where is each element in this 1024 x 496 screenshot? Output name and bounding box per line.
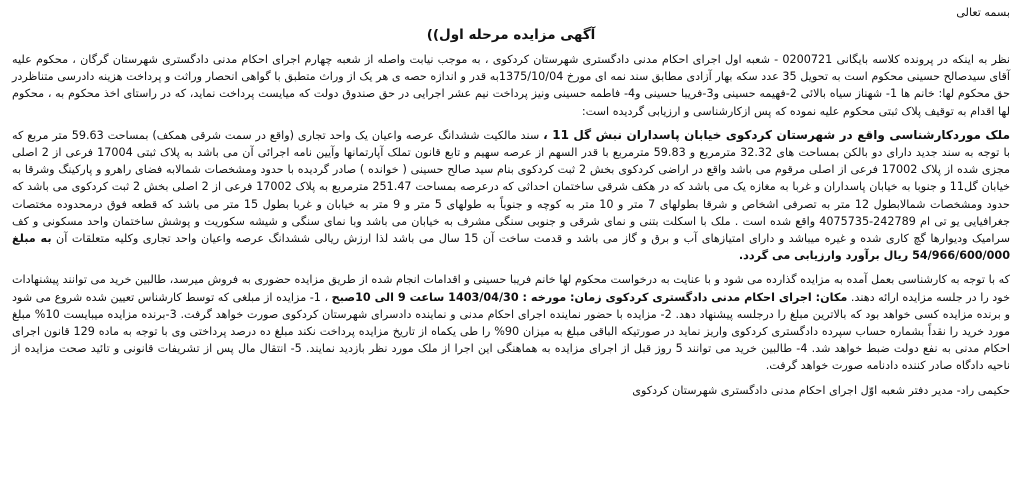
appraised-price: به مبلغ 54/966/600/000 ریال برآورد وارزیابی می گردد. <box>12 232 1010 263</box>
property-description: سند مالکیت ششدانگ عرصه واعیان یک واحد تجاری (واقع در سمت شرقی همکف) بمساحت 59.63 متر مربع که با توجه به سند جدید دارای دو بالکن بمساحت های 32.32 مترمربع و 59.83 مترمربع با قدر السهم از عرصه سهیم و تابع قانون تملک آپارتمانها وآیین نامه اجرائی آن می باشد به پلاک ثبتی 17004 فرعی از 2 اصلی مجزی شده از پلاک 17002 فرعی از اصلی مرقوم می باشد واقع در اراضی کردکوی بخش 2 ثبت کردکوی بنام سید صالح حسینی ( خوانده ) صادر گردیده با حدود ومشخصات شمالابه فضای راهرو و پارکینگ وشرقا به خیابان گل11 و جنوبا به خیابان پاسداران و غربا به مغازه یک می باشد که در هکف شرقی ساختمان احداثی که درعرصه بمساحت 251.47 مترمربع به پلاک 17002 فرعی از 2 اصلی بخش 2 ثبت کردکوی می باشد که حدود ومشخصات شمالابطول 12 متر به تصرفی اشخاص و شرقا بطولهای 7 متر و 10 متر به کوچه و جنوباً به طولهای 5 متر و 9 متر به خیابان و غربا بطول 15 متر می باشد که قطعه فوق درمحدوده مختصات جغرافیایی یو تی ام 242789-4075735 واقع شده است . ملک با اسکلت بتنی و نمای شرقی و جنوبی سنگی مشرف به خیابان می باشد وبا نمای سنگی و شیشه سکوریت و پوشش ساختمان واحد مسکونی و کف سرامیک ودیوارها گچ کاری شده و غیره میباشد و دارای امتیازهای آب و برق و گاز می باشد و قدمت ساخت آن 15 سال می باشد لذا ارزش ریالی ششدانگ عرصه واعیان واحد تجاری وکلیه متعلقات آن <box>12 128 1011 246</box>
property-paragraph <box>12 127 1010 265</box>
auction-terms-paragraph <box>12 271 1010 374</box>
property-lead: ملک موردکارشناسی واقع در شهرستان کردکوی خیابان پاسداران نبش گل 11 ، <box>543 127 1010 142</box>
auction-schedule: مکان: اجرای احکام مدنی دادگستری کردکوی زمان: مورخه : 1403/04/30 ساعت 9 الی 10صبح <box>331 290 848 304</box>
auction-intro: که با توجه به کارشناسی بعمل آمده به مزایده گذارده می شود و با عنایت به درخواست محکوم لها خانم فریبا حسینی و اقدامات انجام شده از طریق مزایده حضوری به فروش میرسد، طالبین خرید می توانند پیشنهادات خود را در جلسه مزایده ارائه دهند. <box>12 273 1010 304</box>
signature-line: حکیمی راد- مدیر دفتر شعبه اوّل اجرای احکام مدنی دادگستری شهرستان کردکوی <box>632 383 1010 397</box>
invocation-line: بسمه تعالی <box>956 6 1010 19</box>
auction-conditions: ، 1- مزایده از مبلغی که توسط کارشناس تعیین شده شروع می شود و برنده مزایده کسی خواهد بود که بالاترین مبلغ را درجلسه پیشنهاد دهد. 2- مزایده با حضور نماینده اجرای احکام مدنی و نماینده دادسرای شهرستان کردکوی صورت خواهد گرفت. 3-برنده مزایده میبایست 10% مبلغ مورد خرید را نقداً بشماره حساب سپرده دادگستری کردکوی واریز نماید در صورتیکه الباقی مبلغ به میزان 90% را طی یکماه از تاریخ مزایده پرداخت نکند مبلغ ده درصد پرداختی وی با توجه به ماده 129 قانون اجرای احکام مدنی به نفع دولت ضبط خواهد شد. 4- طالبین خرید می توانند 5 روز قبل از اجرای مزایده به هماهنگی این اجرا از ملک مورد نظر بازدید نمایند. 5- انتقال مال پس از تشریفات قانونی و تائید صحت مزایده از ناحیه دادگاه صادر کننده دادنامه صورت خواهد گرفت. <box>12 290 1011 373</box>
intro-paragraph: نظر به اینکه در پرونده کلاسه بایگانی 0200721 - شعبه اول اجرای احکام مدنی دادگستری شهرستان کردکوی ، به موجب نیابت واصله از شعبه چهارم اجرای احکام مدنی دادگستری شهرستان گرگان ، محکوم علیه آقای سیدصالح حسینی محکوم است به تحویل 35 عدد سکه بهار آزادی مطابق سند نمه ای مورخ 1375/10/04به قدر و اندازه حصه ی هر یک از وراث متطبق با گواهی انحصار وراثت و پرداخت هزینه دادرسی متناظردر حق محکوم لها: خانم ها 1- شهناز سیاه بالائی 2-فهیمه حسینی و3-فریبا حسینی و4- فاطمه حسینی ونیز پرداخت نیم عشر اجرایی در حق صندوق دولت که میایست پرداخت نماید، که در راستای اخذ محکوم به ، محکوم لها اقدام به توقیف پلاک ثبتی محکوم علیه نموده که پس ازکارشناسی و ارزیابی گردیده است: <box>12 53 1011 118</box>
notice-title: آگهی مزایده مرحله اول)) <box>426 27 596 43</box>
